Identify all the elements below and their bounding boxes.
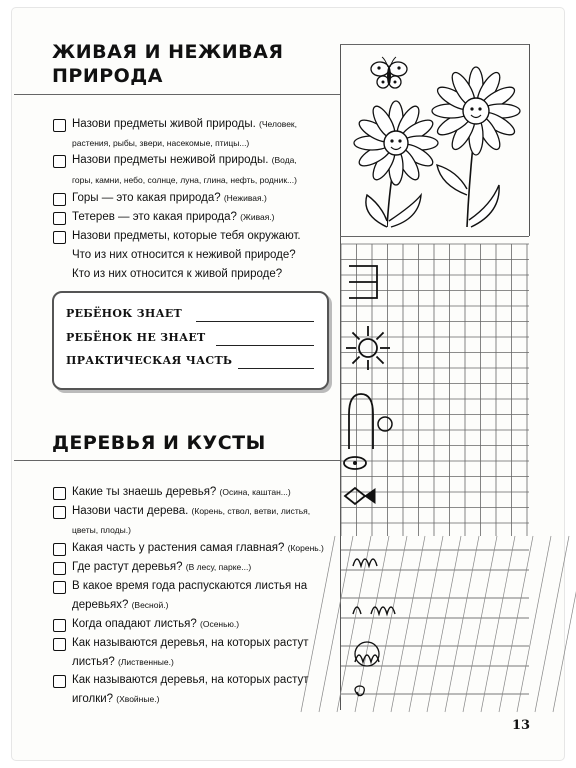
checkbox-main-part[interactable] <box>53 543 66 556</box>
label-practice: ПРАКТИЧЕСКАЯ ЧАСТЬ <box>66 354 233 367</box>
question-tree-parts: Назови части дерева. (Корень, ствол, ветви, листья, <box>72 505 311 517</box>
question-coniferous-line2: иголки? (Хвойные.) <box>72 693 160 705</box>
question-coniferous: Как называются деревья, на которых растут <box>72 674 309 686</box>
assessment-box <box>52 291 329 390</box>
question-main-part: Какая часть у растения самая главная? (Корень.) <box>72 542 324 554</box>
grid-paper <box>341 244 529 536</box>
section1-title-line1: ЖИВАЯ И НЕЖИВАЯ <box>52 41 284 63</box>
handwriting-practice <box>341 536 529 712</box>
page-number: 13 <box>512 718 531 733</box>
checkbox-leaves-fall[interactable] <box>53 619 66 632</box>
question-leaves-open-line2: деревьях? (Весной.) <box>72 599 169 611</box>
question-where-grow: Где растут деревья? (В лесу, парке...) <box>72 561 252 573</box>
checkbox-grouse[interactable] <box>53 212 66 225</box>
question-surroundings: Назови предметы, которые тебя окружают. <box>72 230 301 242</box>
checkbox-coniferous[interactable] <box>53 675 66 688</box>
flower-left <box>354 101 438 227</box>
question-surroundings-living: Кто из них относится к живой природе? <box>72 268 283 280</box>
flower-right <box>432 67 520 227</box>
hint-nonliving-nature: горы, камни, небо, солнце, луна, глина, нефть, родник...) <box>72 175 297 185</box>
picture-frame-bottom <box>340 236 529 237</box>
sun-drawing <box>346 326 390 370</box>
checkbox-living-nature[interactable] <box>53 119 66 132</box>
question-living-nature: Назови предметы живой природы. (Человек, <box>72 118 297 130</box>
question-leaves-open: В какое время года распускаются листья на <box>72 580 308 592</box>
section2-title: ДЕРЕВЬЯ И КУСТЫ <box>52 432 266 454</box>
question-trees-known: Какие ты знаешь деревья? (Осина, каштан...) <box>72 486 291 498</box>
question-surroundings-nonliving: Что из них относится к неживой природе? <box>72 249 296 261</box>
checkbox-surroundings[interactable] <box>53 231 66 244</box>
checkbox-tree-parts[interactable] <box>53 506 66 519</box>
question-nonliving-nature: Назови предметы неживой природы. (Вода, <box>72 154 297 166</box>
checkbox-mountains[interactable] <box>53 193 66 206</box>
label-knows: РЕБЁНОК ЗНАЕТ <box>66 307 183 320</box>
hint-tree-parts: цветы, плоды.) <box>72 525 131 535</box>
not-knows-answer-line[interactable] <box>216 345 314 346</box>
question-deciduous: Как называются деревья, на которых растут <box>72 637 309 649</box>
butterfly-icon <box>371 57 407 88</box>
section1-divider <box>14 94 340 95</box>
section1-title-line2: ПРИРОДА <box>52 65 163 87</box>
practice-answer-line[interactable] <box>238 368 314 369</box>
checkbox-where-grow[interactable] <box>53 562 66 575</box>
checkbox-trees-known[interactable] <box>53 487 66 500</box>
question-leaves-fall: Когда опадают листья? (Осенью.) <box>72 618 240 630</box>
checkbox-deciduous[interactable] <box>53 638 66 651</box>
section2-divider <box>14 460 340 461</box>
question-mountains: Горы — это какая природа? (Неживая.) <box>72 192 267 204</box>
question-grouse: Тетерев — это какая природа? (Живая.) <box>72 211 275 223</box>
label-not-knows: РЕБЁНОК НЕ ЗНАЕТ <box>66 331 206 344</box>
picture-frame-right <box>529 44 530 236</box>
knows-answer-line[interactable] <box>196 321 314 322</box>
hint-living-nature: растения, рыбы, звери, насекомые, птицы...) <box>72 138 250 148</box>
checkbox-leaves-open[interactable] <box>53 581 66 594</box>
flowers-illustration <box>341 45 529 236</box>
question-deciduous-line2: листья? (Лиственные.) <box>72 656 174 668</box>
checkbox-nonliving-nature[interactable] <box>53 155 66 168</box>
